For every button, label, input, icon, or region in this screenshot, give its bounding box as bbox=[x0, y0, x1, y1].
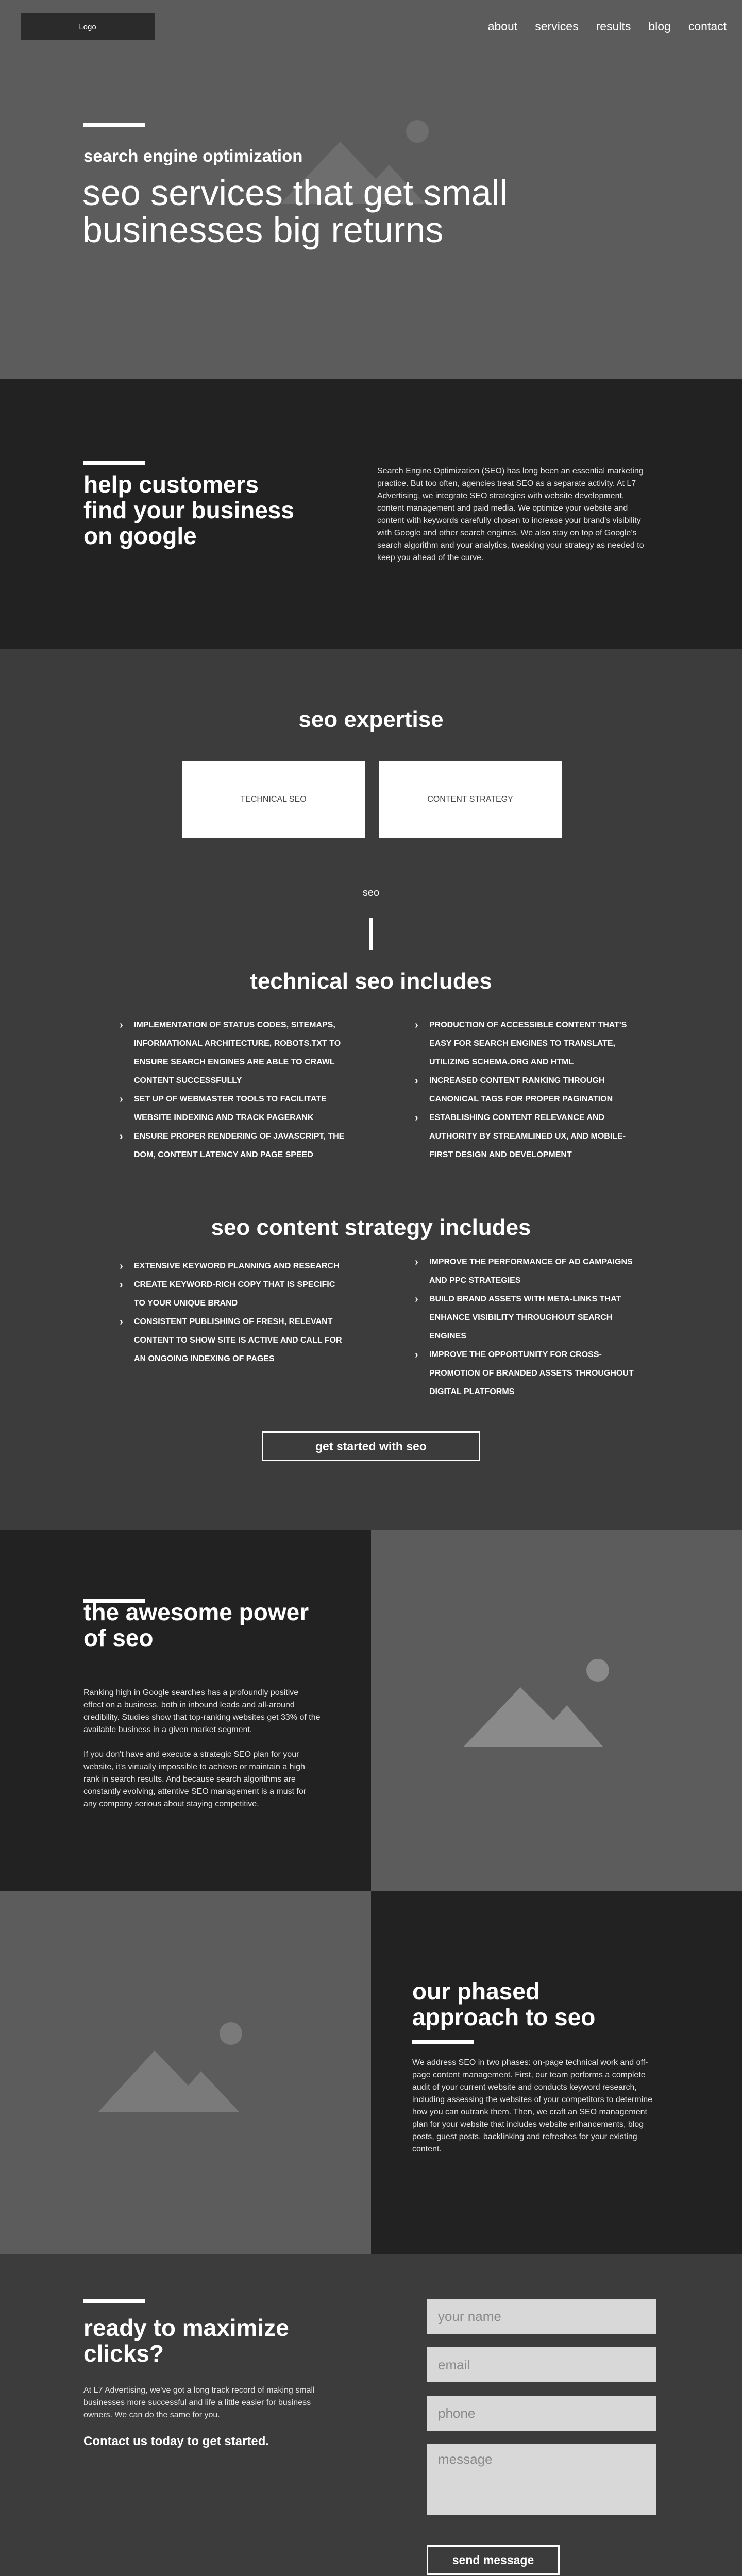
list-item: › CONSISTENT PUBLISHING OF FRESH, RELEVANT CONTENT TO SHOW SITE IS ACTIVE AND CALL FOR AN ONGOING INDEXING OF PAGES bbox=[120, 1313, 346, 1368]
help-accent-bar bbox=[83, 461, 145, 465]
main-nav bbox=[488, 20, 727, 33]
contact-section bbox=[0, 2254, 742, 2576]
nav-services[interactable]: services bbox=[535, 20, 579, 33]
nav-results[interactable]: results bbox=[596, 20, 631, 33]
power-paragraph: Ranking high in Google searches has a profoundly positive effect on a business, both in inbound leads and all-around credibility. Studies show that top-ranking websites get 33% of the available business in a given market segment. bbox=[83, 1688, 321, 1734]
nav-contact[interactable]: contact bbox=[688, 20, 727, 33]
image-placeholder-icon bbox=[98, 2022, 258, 2112]
message-field[interactable] bbox=[427, 2444, 656, 2515]
get-started-button[interactable]: get started with seo bbox=[262, 1431, 480, 1461]
content-strategy-title: seo content strategy includes bbox=[211, 1215, 531, 1240]
hero-section bbox=[0, 0, 742, 379]
list-item: › ENSURE PROPER RENDERING OF JAVASCRIPT, THE DOM, CONTENT LATENCY AND PAGE SPEED bbox=[120, 1127, 346, 1164]
seo-label: seo bbox=[362, 887, 380, 899]
content-strategy-list-left bbox=[120, 1257, 346, 1368]
ready-subtitle: Contact us today to get started. bbox=[83, 2434, 269, 2448]
phased-title: our phased approach to seo bbox=[412, 1978, 596, 2030]
hero-accent-bar bbox=[83, 123, 145, 127]
phased-accent-bar bbox=[412, 2040, 474, 2044]
list-item: › ESTABLISHING CONTENT RELEVANCE AND AUTHORITY BY STREAMLINED UX, AND MOBILE-FIRST DESIGN AND DEVELOPMENT bbox=[415, 1109, 642, 1164]
name-field[interactable] bbox=[427, 2299, 656, 2334]
power-section bbox=[0, 1530, 371, 1891]
power-image bbox=[371, 1530, 742, 1891]
list-item: › EXTENSIVE KEYWORD PLANNING AND RESEARCH bbox=[120, 1257, 346, 1276]
ready-title: ready to maximize clicks? bbox=[83, 2314, 289, 2367]
phone-field[interactable] bbox=[427, 2396, 656, 2431]
phased-text: We address SEO in two phases: on-page technical work and off-page content management. First, our team performs a complete audit of your current website and conducts keyword research, including assessing the websites of your competitors to determine how you can outrank them. Then, we craft an SEO management plan for your website that includes website enhancements, blog posts, guest posts, backlinking and refreshes for your existing content. bbox=[412, 2058, 653, 2154]
expertise-title: seo expertise bbox=[298, 707, 444, 732]
email-field[interactable] bbox=[427, 2347, 656, 2382]
power-text bbox=[83, 1687, 321, 1823]
list-item: › PRODUCTION OF ACCESSIBLE CONTENT THAT'S EASY FOR SEARCH ENGINES TO TRANSLATE, UTILIZING SCHEMA.ORG AND HTML bbox=[415, 1016, 642, 1072]
power-paragraph: If you don't have and execute a strategic SEO plan for your website, it's virtually impossible to achieve or maintain a high rank in search results. And because search algorithms are constantly evolving, attentive SEO management is a must for any company serious about staying competitive. bbox=[83, 1750, 307, 1808]
help-text: Search Engine Optimization (SEO) has long been an essential marketing practice. But too often, agencies treat SEO as a separate activity. At L7 Advertising, we integrate SEO strategies with website development, content management and paid media. We optimize your website and content with keywords carefully chosen to increase your brand's visibility with Google and other search engines. We also stay on top of Google's search algorithm and your analytics, tweaking your strategy as needed to keep you ahead of the curve. bbox=[377, 467, 644, 562]
list-item: › CREATE KEYWORD-RICH COPY THAT IS SPECIFIC TO YOUR UNIQUE BRAND bbox=[120, 1276, 346, 1313]
help-title: help customers find your business on google bbox=[83, 471, 294, 549]
nav-blog[interactable]: blog bbox=[648, 20, 671, 33]
technical-seo-list-left bbox=[120, 1016, 346, 1164]
tab-technical-seo[interactable]: TECHNICAL SEO bbox=[182, 761, 365, 838]
list-item: › IMPROVE THE OPPORTUNITY FOR CROSS-PROMOTION OF BRANDED ASSETS THROUGHOUT DIGITAL PLATFORMS bbox=[415, 1346, 642, 1401]
list-item: › BUILD BRAND ASSETS WITH META-LINKS THAT ENHANCE VISIBILITY THROUGHOUT SEARCH ENGINES bbox=[415, 1290, 642, 1346]
tab-content-strategy[interactable]: CONTENT STRATEGY bbox=[379, 761, 562, 838]
technical-seo-title: technical seo includes bbox=[250, 969, 492, 994]
send-message-button[interactable]: send message bbox=[427, 2545, 560, 2575]
hero-title: seo services that get small businesses big returns bbox=[82, 173, 508, 250]
help-section bbox=[0, 379, 742, 649]
ready-text: At L7 Advertising, we've got a long track record of making small businesses more successful and life a little easier for business owners. We can do the same for you. bbox=[83, 2386, 315, 2419]
nav-about[interactable]: about bbox=[487, 20, 518, 33]
list-item: › INCREASED CONTENT RANKING THROUGH CANONICAL TAGS FOR PROPER PAGINATION bbox=[415, 1072, 642, 1109]
phased-section bbox=[371, 1891, 742, 2254]
header-logo[interactable]: Logo bbox=[21, 13, 155, 40]
list-item: › IMPROVE THE PERFORMANCE OF AD CAMPAIGNS AND PPC STRATEGIES bbox=[415, 1253, 642, 1290]
ready-accent-bar bbox=[83, 2299, 145, 2303]
content-strategy-list-right bbox=[415, 1253, 642, 1401]
technical-seo-list-right bbox=[415, 1016, 642, 1164]
seo-divider bbox=[369, 918, 373, 950]
list-item: › SET UP OF WEBMASTER TOOLS TO FACILITATE WEBSITE INDEXING AND TRACK PAGERANK bbox=[120, 1090, 346, 1127]
expertise-section bbox=[0, 649, 742, 1530]
image-placeholder-icon bbox=[464, 1659, 618, 1747]
power-title: the awesome power of seo bbox=[83, 1599, 309, 1651]
list-item: › IMPLEMENTATION OF STATUS CODES, SITEMAPS, INFORMATIONAL ARCHITECTURE, ROBOTS.TXT TO ENSURE SEARCH ENGINES ARE ABLE TO CRAWL CONTENT SUCCESSFULLY bbox=[120, 1016, 346, 1090]
phased-image bbox=[0, 1891, 371, 2254]
hero-eyebrow: search engine optimization bbox=[83, 146, 303, 165]
